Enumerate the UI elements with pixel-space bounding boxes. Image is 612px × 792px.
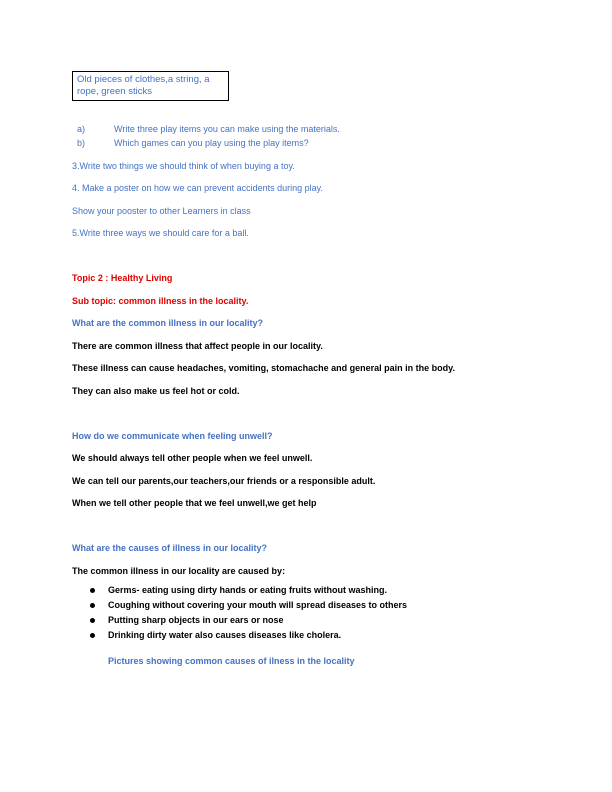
section-1-line-3: They can also make us feel hot or cold. xyxy=(72,386,240,396)
bullet-icon xyxy=(90,618,95,623)
question-3: 3.Write two things we should think of when buying a toy. xyxy=(72,161,295,171)
list-item-text: Coughing without covering your mouth will spread diseases to others xyxy=(108,600,408,610)
section-3-heading: What are the causes of illness in our locality? xyxy=(72,543,268,553)
list-item-text: Drinking dirty water also causes diseases like cholera. xyxy=(108,630,342,640)
bullet-icon xyxy=(90,588,95,593)
bullet-icon xyxy=(90,603,95,608)
subtopic-title: Sub topic: common illness in the locality. xyxy=(72,296,249,306)
section-2-heading: How do we communicate when feeling unwell? xyxy=(72,431,273,441)
list-item xyxy=(90,613,407,628)
list-item xyxy=(90,628,407,643)
sub-question-b-text: Which games can you play using the play items? xyxy=(114,138,309,148)
list-item xyxy=(90,598,407,613)
materials-line-1: Old pieces of clothes,a string, a xyxy=(77,74,210,85)
section-2-line-1: We should always tell other people when we feel unwell. xyxy=(72,453,313,463)
materials-line-2: rope, green sticks xyxy=(77,86,152,97)
sub-question-a-text: Write three play items you can make using the materials. xyxy=(114,124,340,134)
section-3-intro: The common illness in our locality are caused by: xyxy=(72,566,286,576)
question-4: 4. Make a poster on how we can prevent accidents during play. xyxy=(72,183,323,193)
section-2-line-3: When we tell other people that we feel unwell,we get help xyxy=(72,498,317,508)
list-item-text: Germs- eating using dirty hands or eating fruits without washing. xyxy=(108,585,388,595)
list-item-text: Putting sharp objects in our ears or nose xyxy=(108,615,284,625)
bullet-icon xyxy=(90,633,95,638)
list-item xyxy=(90,583,407,598)
pictures-caption: Pictures showing common causes of ilness in the locality xyxy=(108,656,355,666)
topic-title: Topic 2 : Healthy Living xyxy=(72,273,173,283)
section-2-line-2: We can tell our parents,our teachers,our friends or a responsible adult. xyxy=(72,476,376,486)
section-1-line-2: These illness can cause headaches, vomiting, stomachache and general pain in the body. xyxy=(72,363,455,373)
section-1-heading: What are the common illness in our locality? xyxy=(72,318,264,328)
question-4-note: Show your pooster to other Learners in class xyxy=(72,206,251,216)
sub-question-b-marker: b) xyxy=(77,138,86,148)
causes-list xyxy=(90,583,407,643)
question-5: 5.Write three ways we should care for a ball. xyxy=(72,228,249,238)
section-1-line-1: There are common illness that affect people in our locality. xyxy=(72,341,323,351)
sub-question-a-marker: a) xyxy=(77,124,86,134)
materials-box xyxy=(72,71,229,101)
